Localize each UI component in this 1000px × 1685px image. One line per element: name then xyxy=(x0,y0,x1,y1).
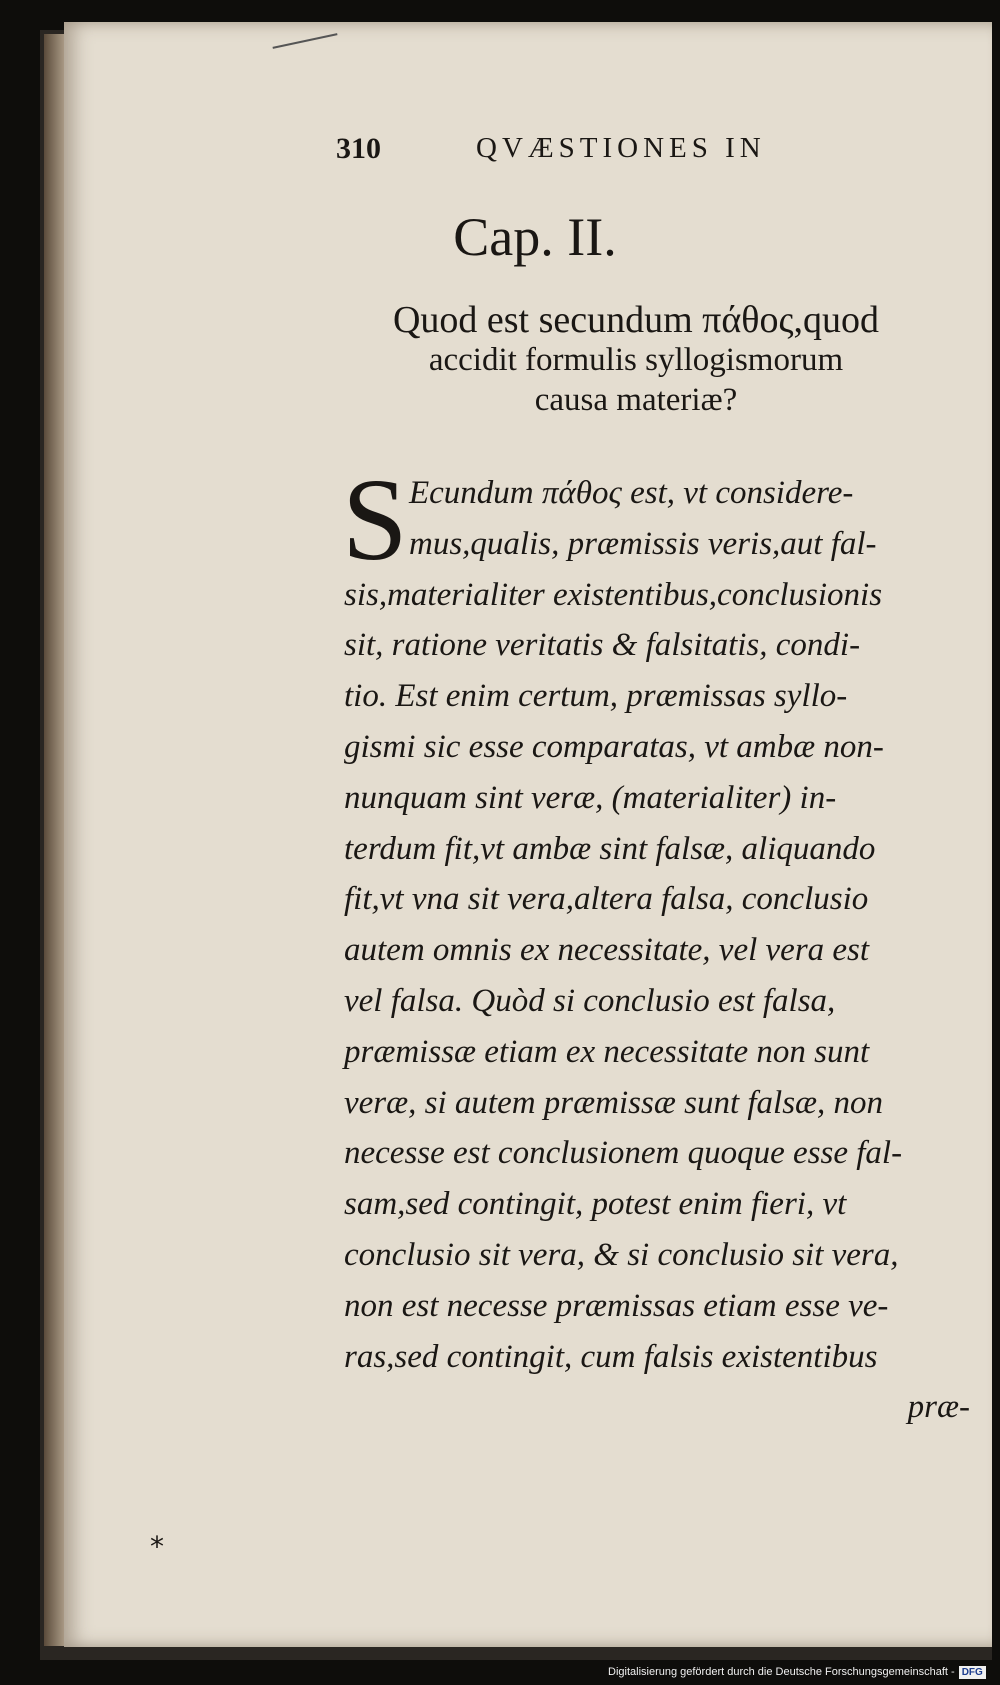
dfg-logo: DFG xyxy=(959,1666,986,1679)
running-title: QVÆSTIONES IN xyxy=(476,132,766,164)
text-line: sam,sed contingit, potest enim fieri, vt xyxy=(344,1186,847,1223)
text-line: sit, ratione veritatis & falsitatis, condi- xyxy=(344,627,861,664)
heading-line-2: accidit formulis syllogismorum xyxy=(428,342,844,378)
text-line: terdum fit,vt ambæ sint falsæ, aliquando xyxy=(344,830,876,867)
chapter-title: Cap. II. xyxy=(453,207,617,267)
text-line: non est necesse præmissas etiam esse ve- xyxy=(344,1287,889,1324)
footer-text: Digitalisierung gefördert durch die Deutsche Forschungsgemeinschaft - xyxy=(608,1666,955,1678)
text-line: sis,materialiter existentibus,conclusionis xyxy=(344,576,883,613)
text-line: autem omnis ex necessitate, vel vera est xyxy=(344,932,870,969)
text-line: gismi sic esse comparatas, vt ambæ non- xyxy=(344,728,884,765)
text-line: ras,sed contingit, cum falsis existentibus xyxy=(344,1338,878,1375)
body-text xyxy=(342,454,976,1433)
running-head xyxy=(336,132,836,176)
text-line: fit,vt vna sit vera,altera falsa, conclusio xyxy=(344,881,869,918)
text-line: tio. Est enim certum, præmissas syllo- xyxy=(344,678,848,715)
text-line: conclusio sit vera, & si conclusio sit vera, xyxy=(344,1236,899,1273)
text-line: vel falsa. Quòd si conclusio est falsa, xyxy=(344,982,836,1019)
text-line: nunquam sint veræ, (materialiter) in- xyxy=(344,779,837,816)
text-line: mus,qualis, præmissis veris,aut fal- xyxy=(409,525,877,562)
text-line: præmissæ etiam ex necessitate non sunt xyxy=(344,1033,870,1070)
section-heading xyxy=(336,300,936,420)
heading-line-1: Quod est secundum πάθος,quod xyxy=(392,299,880,341)
asterisk-mark: * xyxy=(150,1530,164,1563)
text-line: veræ, si autem præmissæ sunt falsæ, non xyxy=(344,1084,884,1121)
heading-line-3: causa materiæ? xyxy=(534,382,738,418)
text-line: Ecundum πάθος est, vt considere- xyxy=(409,475,854,511)
page-number: 310 xyxy=(336,132,381,165)
catchword: præ- xyxy=(907,1389,970,1426)
text-line: necesse est conclusionem quoque esse fal- xyxy=(344,1135,903,1172)
drop-initial: S xyxy=(342,454,408,585)
digitization-footer xyxy=(608,1664,986,1680)
